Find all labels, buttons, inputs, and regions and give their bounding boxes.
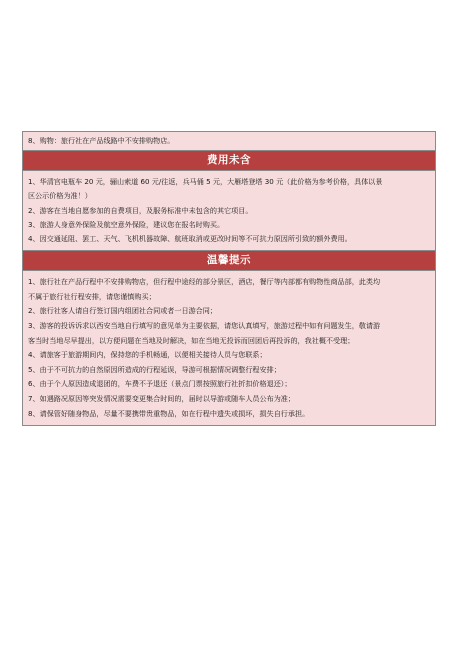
notes-section-title: 温馨提示 — [207, 254, 251, 267]
notes-item: 5、由于不可抗力的自然原因所造成的行程延误，导游可根据情况调整行程安排； — [28, 364, 281, 374]
costs-item: 4、因交通延阻、罢工、天气、飞机机器故障、航班取消或更改时间等不可抗力原因所引致的额外费用。 — [28, 234, 352, 244]
costs-section-header — [23, 151, 435, 171]
costs-item: 3、旅游人身意外保险及航空意外保险，建议您在报名时购买。 — [28, 219, 225, 229]
costs-item: 2、游客在当地自愿参加的自费项目，及服务标准中未包含的其它项目。 — [28, 205, 253, 215]
costs-item: 区公示价格为准！） — [28, 191, 92, 201]
notes-item: 4、请旅客于旅游期间内，保持您的手机畅通，以便相关接待人员与您联系； — [28, 350, 267, 360]
costs-section-title: 费用未含 — [207, 154, 251, 167]
notes-item: 不属于旅行社行程安排，请您谨慎购买； — [28, 291, 156, 301]
notes-item: 7、如遇路况原因等突发情况需要变更集合时间的，届时以导游或随车人员公布为准； — [28, 393, 295, 403]
notes-section-body — [23, 271, 435, 425]
shopping-row — [23, 132, 435, 151]
costs-section-body — [23, 171, 435, 251]
notes-item: 6、由于个人原因造成退团的，车费不予退还（景点门票按照旅行社折扣价格退还）； — [28, 379, 292, 389]
notes-item: 1、旅行社在产品行程中不安排购物店，但行程中途经的部分景区，酒店，餐厅等内部都有购物性商品部，此类均 — [28, 277, 381, 287]
notes-item: 3、游客的投诉诉求以西安当地自行填写的意见单为主要依据，请您认真填写，旅游过程中如有问题发生，敬请游 — [28, 321, 381, 330]
notes-item: 8、请保管好随身物品，尽量不要携带贵重物品，如在行程中遗失或损坏，损失自行承担。 — [28, 408, 310, 418]
notes-item: 2、旅行社客人请自行签订国内组团社合同或者一日游合同； — [28, 306, 217, 316]
itinerary-table — [22, 131, 436, 426]
shopping-row-text: 8、购物：旅行社在产品线路中不安排购物店。 — [28, 136, 175, 145]
costs-item: 1、华清宫电瓶车 20 元，骊山索道 60 元/往返，兵马俑 5 元，大雁塔登塔 30 元（此价格为参考价格，具体以景 — [28, 177, 383, 187]
notes-item: 客当时当地尽早提出，以方便问题在当地及时解决，如在当地无投诉而回团后再投诉的，我社概不受理； — [28, 335, 355, 345]
notes-section-header — [23, 251, 435, 271]
